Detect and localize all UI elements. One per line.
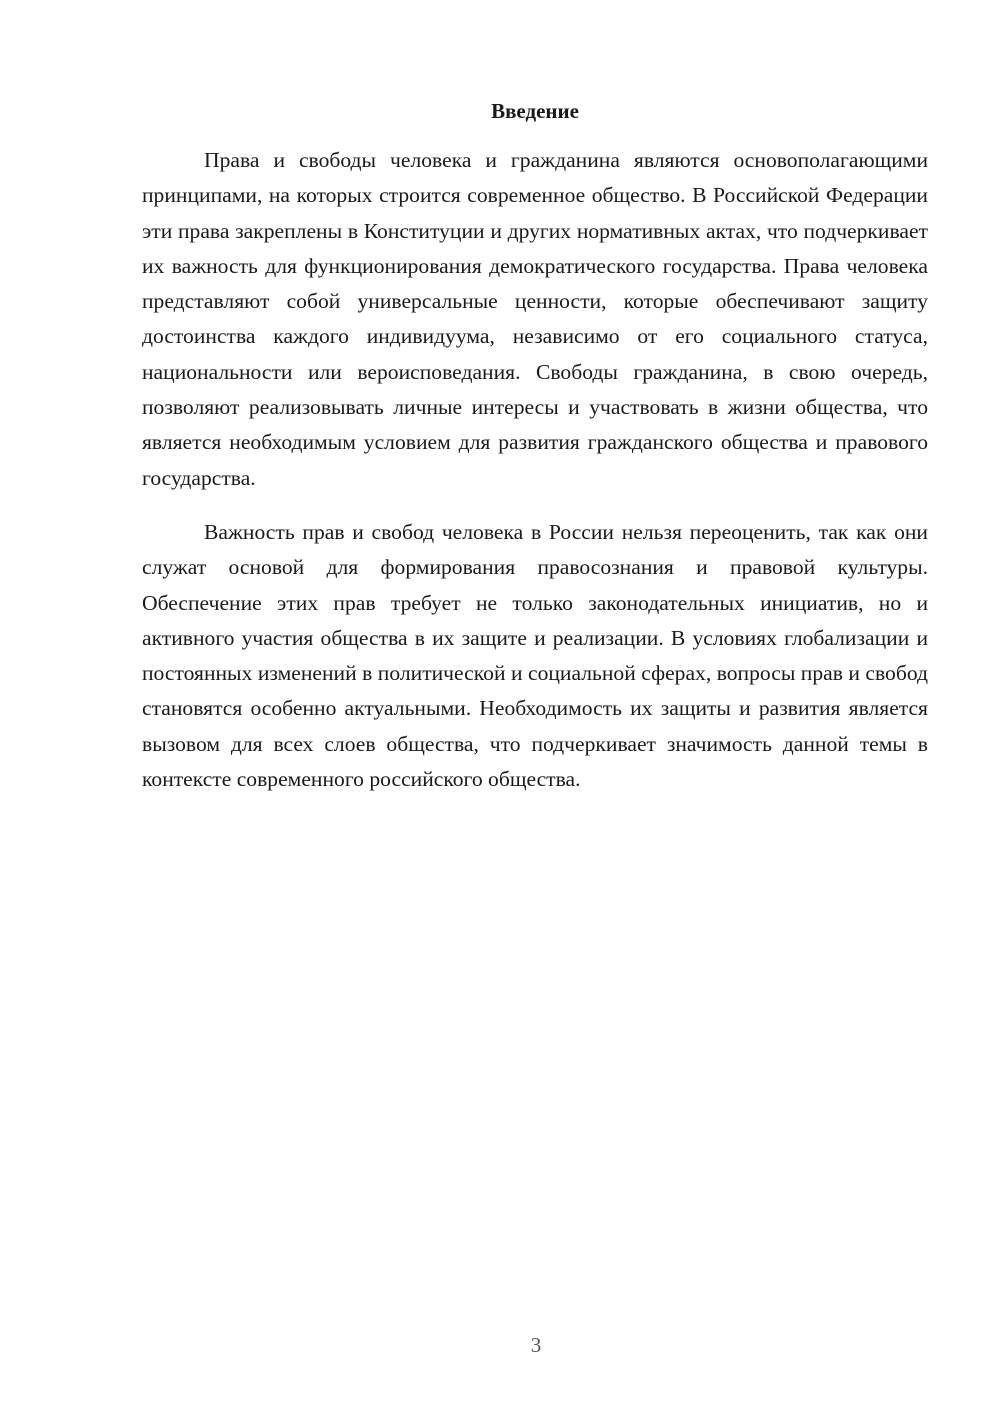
paragraph-1: Права и свободы человека и гражданина являются основополагающими принципами, на которых строится современное общество. В Российской Федерации эти права закреплены в Конституции и других нормативных актах, что подчеркивает их важность для функционирования демократического государства. Права человека представляют собой универсальные ценности, которые обеспечивают защиту достоинства каждого индивидуума, независимо от его социального статуса, национальности или вероисповедания. Свободы гражданина, в свою очередь, позволяют реализовывать личные интересы и участвовать в жизни общества, что является необходимым условием для развития гражданского общества и правового государства. <box>142 148 928 490</box>
section-heading: Введение <box>491 99 579 123</box>
document-body <box>142 95 928 797</box>
paragraph-2: Важность прав и свобод человека в России нельзя переоценить, так как они служат основой для формирования правосознания и правовой культуры. Обеспечение этих прав требует не только законодательных инициатив, но и активного участия общества в их защите и реализации. В условиях глобализации и постоянных изменений в политической и социальной сферах, вопросы прав и свобод становятся особенно актуальными. Необходимость их защиты и развития является вызовом для всех слоев общества, что подчеркивает значимость данной темы в контексте современного российского общества. <box>142 519 928 792</box>
page-number: 3 <box>530 1333 542 1357</box>
